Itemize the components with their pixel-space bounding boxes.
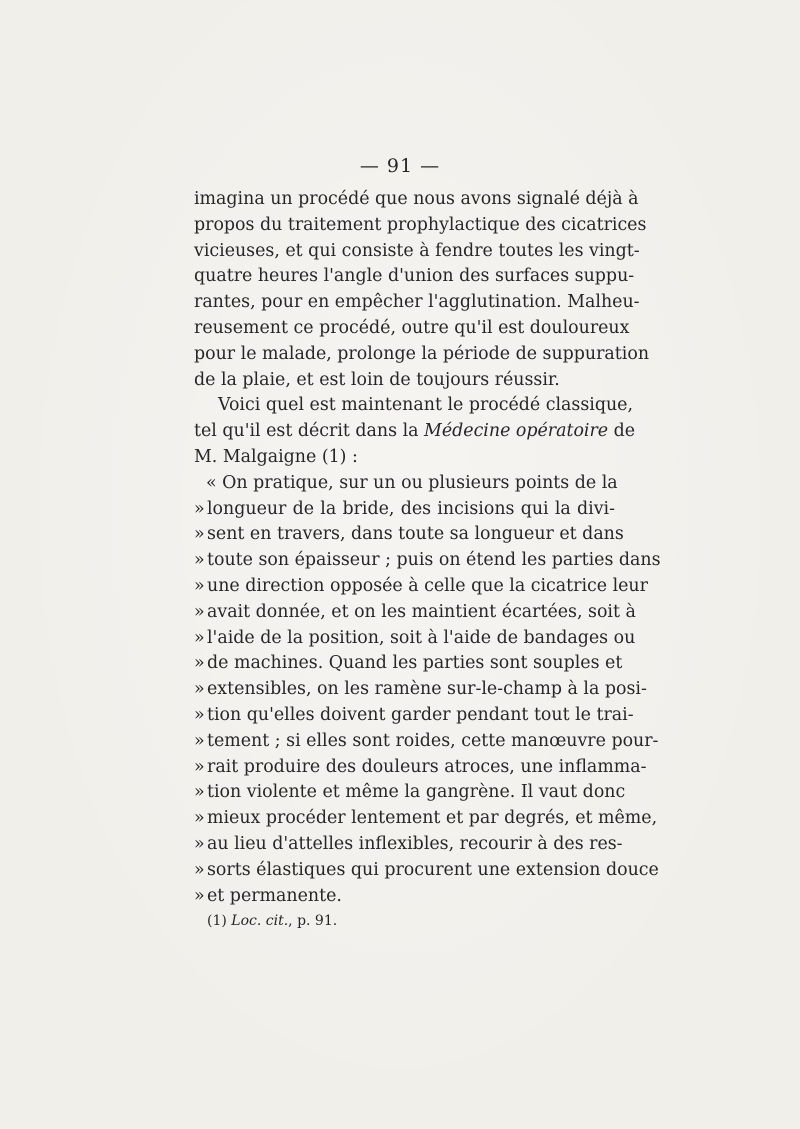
quote-line (194, 703, 634, 729)
quote-line (194, 884, 615, 910)
quote-line (194, 858, 659, 884)
paragraph2-line: M. Malgaigne (1) : (194, 446, 358, 467)
paragraph2-line: Voici quel est maintenant le procédé classique, (218, 395, 633, 416)
quote-mark: » (194, 704, 205, 725)
paragraph1-line: rantes, pour en empêcher l'agglutination. Malheu- (194, 292, 640, 313)
quote-mark: » (194, 885, 205, 906)
quote-line (194, 497, 615, 523)
quote-text: l'aide de la position, soit à l'aide de bandages ou (207, 627, 636, 648)
quote-mark: » (194, 627, 205, 648)
quote-text: toute son épaisseur ; puis on étend les parties dans (207, 550, 661, 571)
paragraph1-line: propos du traitement prophylactique des cicatrices (194, 214, 647, 235)
footnote (207, 913, 337, 929)
paragraph2-line (194, 419, 636, 445)
quote-mark: » (194, 550, 205, 571)
paragraph1-line: pour le malade, prolonge la période de suppuration (194, 343, 650, 364)
quote-line (194, 677, 647, 703)
quote-mark: » (194, 498, 205, 519)
quote-text: tion qu'elles doivent garder pendant tout le trai- (207, 704, 634, 725)
quote-line (194, 548, 661, 574)
quote-mark: » (194, 575, 205, 596)
quote-text: au lieu d'attelles inflexibles, recourir à des res- (207, 833, 623, 854)
footnote-citation: Loc. cit. (231, 913, 289, 929)
quote-text: sorts élastiques qui procurent une extension douce (207, 859, 659, 880)
quote-text: avait donnée, et on les maintient écartées, soit à (207, 601, 636, 622)
book-title: Médecine opératoire (424, 421, 609, 442)
quote-first-line: « On pratique, sur un ou plusieurs points de la (206, 472, 618, 493)
paragraph1-line: imagina un procédé que nous avons signalé déjà à (194, 189, 639, 209)
quote-mark: » (194, 756, 205, 777)
quote-text: extensibles, on les ramène sur-le-champ à la posi- (207, 679, 647, 700)
quote-line (194, 780, 626, 806)
quote-line (194, 600, 636, 626)
footnote-page: , p. 91. (288, 913, 338, 929)
page-number: — 91 — (359, 155, 441, 177)
footnote-marker: (1) (207, 913, 227, 929)
quote-text: de machines. Quand les parties sont souples et (207, 653, 623, 674)
quote-text: une direction opposée à celle que la cicatrice leur (207, 575, 648, 596)
quote-text: mieux procéder lentement et par degrés, et même, (207, 808, 658, 829)
quote-text: rait produire des douleurs atroces, une inflamma- (207, 756, 647, 777)
quote-mark: » (194, 808, 205, 829)
quote-mark: » (194, 524, 205, 545)
quote-text: tion violente et même la gangrène. Il vaut donc (207, 782, 626, 803)
quote-line (194, 755, 647, 781)
quote-text: sent en travers, dans toute sa longueur et dans (207, 524, 624, 545)
quote-mark: » (194, 653, 205, 674)
paragraph1-line: de la plaie, et est loin de toujours réussir. (194, 369, 560, 390)
quote-mark: » (194, 782, 205, 803)
paragraph2-text: de (608, 421, 636, 442)
paragraph1-line: reusement ce procédé, outre qu'il est douloureux (194, 317, 630, 338)
quote-line (194, 651, 623, 677)
body-text (194, 187, 661, 909)
quote-mark: » (194, 601, 205, 622)
quote-text: et permanente. (207, 885, 342, 906)
quote-mark: » (194, 833, 205, 854)
quote-mark: » (194, 730, 205, 751)
quote-mark: » (194, 859, 205, 880)
paragraph1-line: vicieuses, et qui consiste à fendre toutes les vingt- (194, 240, 640, 261)
paragraph2-text: tel qu'il est décrit dans la (194, 421, 425, 442)
quote-line (194, 806, 658, 832)
paragraph1-line: quatre heures l'angle d'union des surfaces suppu- (194, 266, 635, 287)
quote-line (194, 574, 648, 600)
quote-text: tement ; si elles sont roides, cette manœuvre pour- (207, 730, 659, 751)
quote-line (194, 522, 624, 548)
quote-mark: » (194, 679, 205, 700)
quote-line (194, 729, 659, 755)
quote-text: longueur de la bride, des incisions qui la divi- (207, 498, 615, 519)
quote-line (194, 832, 623, 858)
quote-line (194, 626, 636, 652)
